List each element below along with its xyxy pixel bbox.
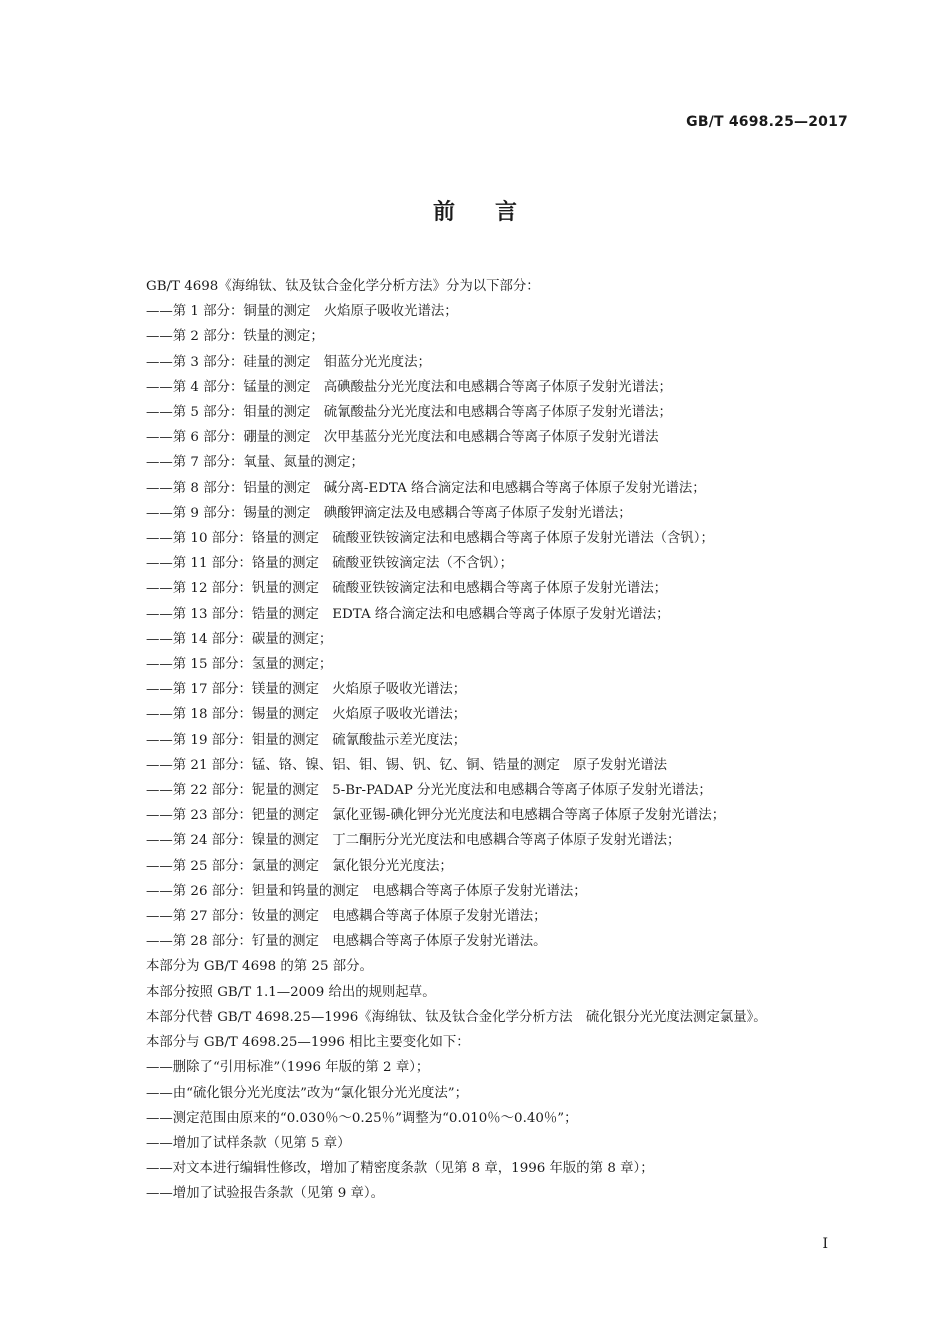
list-item: ——第 14 部分：碳量的测定； — [146, 631, 333, 647]
list-item: ——第 4 部分：锰量的测定 高碘酸盐分光光度法和电感耦合等离子体原子发射光谱法； — [146, 379, 672, 395]
list-item: ——第 27 部分：钕量的测定 电感耦合等离子体原子发射光谱法； — [146, 909, 547, 925]
list-item: ——增加了试样条款（见第 5 章） — [146, 1135, 351, 1151]
list-item: ——第 18 部分：锡量的测定 火焰原子吸收光谱法； — [146, 707, 467, 723]
list-item: ——第 28 部分：钌量的测定 电感耦合等离子体原子发射光谱法。 — [146, 934, 547, 950]
list-item: ——第 8 部分：铝量的测定 碱分离-EDTA 络合滴定法和电感耦合等离子体原子发射光谱法； — [146, 480, 706, 496]
list-item: ——第 21 部分：锰、铬、镍、铝、钼、锡、钒、钇、铜、锆量的测定 原子发射光谱法 — [146, 757, 668, 773]
list-item: ——第 5 部分：钼量的测定 硫氰酸盐分光光度法和电感耦合等离子体原子发射光谱法； — [146, 405, 672, 421]
intro-paragraph: GB/T 4698《海绵钛、钛及钛合金化学分析方法》分为以下部分： — [146, 279, 540, 294]
list-item: ——测定范围由原来的“0.030％～0.25％”调整为“0.010％～0.40％”； — [146, 1110, 578, 1126]
list-item: ——第 22 部分：铌量的测定 5-Br-PADAP 分光光度法和电感耦合等离子体原子发射光谱法； — [146, 783, 712, 799]
list-item: ——第 23 部分：钯量的测定 氯化亚锡-碘化钾分光光度法和电感耦合等离子体原子发射光谱法； — [146, 808, 726, 824]
list-item: ——第 17 部分：镁量的测定 火焰原子吸收光谱法； — [146, 682, 467, 698]
page-number: I — [822, 1236, 828, 1252]
standard-code: GB/T 4698.25—2017 — [686, 114, 848, 130]
list-item: ——第 1 部分：铜量的测定 火焰原子吸收光谱法； — [146, 304, 458, 320]
drafting-statement: 本部分按照 GB/T 1.1—2009 给出的规则起草。 — [146, 984, 436, 1000]
page-title: 前言 — [432, 200, 557, 225]
list-item: ——第 6 部分：硼量的测定 次甲基蓝分光光度法和电感耦合等离子体原子发射光谱法 — [146, 430, 659, 446]
list-item: ——第 19 部分：钼量的测定 硫氰酸盐示差光度法； — [146, 732, 467, 748]
list-item: ——第 25 部分：氯量的测定 氯化银分光光度法； — [146, 858, 453, 874]
list-item: ——第 11 部分：铬量的测定 硫酸亚铁铵滴定法（不含钒）； — [146, 556, 514, 572]
parts-list — [114, 299, 854, 954]
list-item: ——第 3 部分：硅量的测定 钼蓝分光光度法； — [146, 354, 431, 370]
list-item: ——第 15 部分：氢量的测定； — [146, 657, 333, 673]
list-item: ——第 13 部分：锆量的测定 EDTA 络合滴定法和电感耦合等离子体原子发射光谱法； — [146, 606, 670, 622]
changes-intro: 本部分与 GB/T 4698.25—1996 相比主要变化如下： — [146, 1035, 470, 1051]
list-item: ——第 10 部分：铬量的测定 硫酸亚铁铵滴定法和电感耦合等离子体原子发射光谱法（含钒）； — [146, 531, 714, 547]
list-item: ——第 7 部分：氧量、氮量的测定； — [146, 455, 364, 471]
list-item: ——第 26 部分：钽量和钨量的测定 电感耦合等离子体原子发射光谱法； — [146, 883, 587, 899]
list-item: ——第 12 部分：钒量的测定 硫酸亚铁铵滴定法和电感耦合等离子体原子发射光谱法； — [146, 581, 668, 597]
part-of-statement: 本部分为 GB/T 4698 的第 25 部分。 — [146, 959, 373, 975]
replaces-statement: 本部分代替 GB/T 4698.25—1996《海绵钛、钛及钛合金化学分析方法 硫化银分光光度法测定氯量》。 — [146, 1009, 767, 1025]
list-item: ——第 24 部分：镍量的测定 丁二酮肟分光光度法和电感耦合等离子体原子发射光谱法； — [146, 833, 681, 849]
list-item: ——由“硫化银分光光度法”改为“氯化银分光光度法”； — [146, 1085, 468, 1101]
list-item: ——对文本进行编辑性修改，增加了精密度条款（见第 8 章，1996 年版的第 8 章）； — [146, 1161, 654, 1177]
list-item: ——第 9 部分：锡量的测定 碘酸钾滴定法及电感耦合等离子体原子发射光谱法； — [146, 505, 632, 521]
changes-list — [114, 1055, 854, 1206]
foreword-body — [114, 274, 854, 1207]
list-item: ——增加了试验报告条款（见第 9 章）。 — [146, 1186, 384, 1202]
list-item: ——第 2 部分：铁量的测定； — [146, 329, 324, 345]
list-item: ——删除了“引用标准”（1996 年版的第 2 章）； — [146, 1060, 430, 1076]
